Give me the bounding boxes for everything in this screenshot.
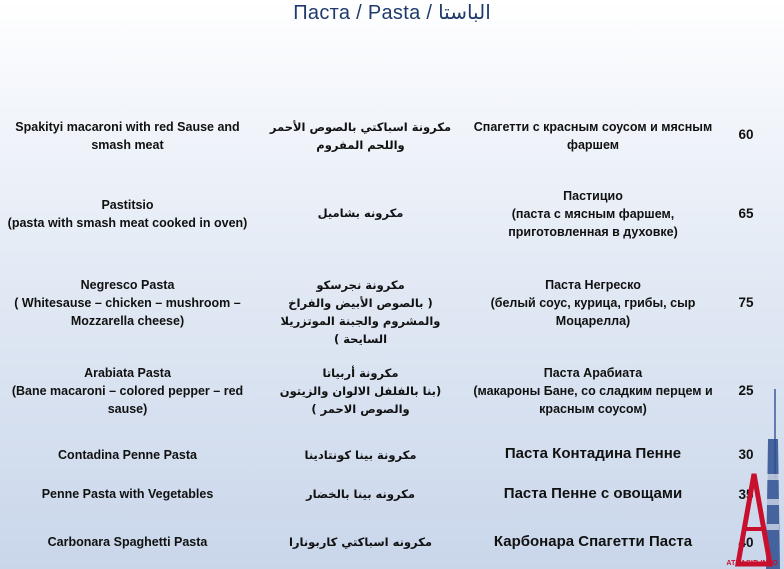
item-price: 35: [738, 487, 754, 502]
page-title: Паста / Pasta / الباستا: [293, 2, 491, 24]
item-price: 75: [738, 295, 754, 310]
item-name-ru: Карбонара Спагетти Паста: [493, 533, 693, 550]
item-price: 60: [738, 127, 754, 142]
item-name-ru: Паста Контадина Пенне: [504, 445, 682, 462]
item-name-ar: مكرونة اسباكتي بالصوص الأحمر واللحم المفروم: [269, 120, 452, 152]
item-name-en: Carbonara Spaghetti Pasta: [47, 535, 208, 549]
item-name-en: Pastitsio (pasta with smash meat cooked in oven): [7, 198, 248, 230]
item-name-ru: Паста Пенне с овощами: [503, 485, 683, 502]
item-name-ar: مكرونه اسباكتي كاربونارا: [288, 535, 433, 549]
item-name-en: Contadina Penne Pasta: [58, 448, 197, 462]
item-price: 30: [738, 447, 754, 462]
item-name-ru: Паста Негреско (белый соус, курица, грибы, сыр Моцарелла): [490, 278, 696, 328]
item-name-ar: مكرونة نجرسكو ( بالصوص الأبيض والفراخ والمشروم والجبنة الموتزريلا السايحة ): [280, 278, 441, 346]
item-name-ru: Паста Арабиата (макароны Бане, со сладким перцем и красным соусом): [473, 366, 713, 416]
item-name-ar: مكرونة بينا كونتادينا: [304, 448, 417, 462]
item-name-ru: Спагетти с красным соусом и мясным фаршем: [473, 120, 713, 152]
item-name-ar: مكرونة أربياتا (بنا بالفلفل الالوان والزيتون والصوص الاحمر ): [279, 366, 442, 416]
item-price: 25: [738, 383, 754, 398]
item-name-en: Penne Pasta with Vegetables: [41, 487, 214, 501]
lighthouse-logo-icon: [734, 379, 784, 569]
item-name-en: Arabiata Pasta (Bane macaroni – colored pepper – red sause): [11, 366, 244, 416]
item-name-ar: مكرونه بينا بالخضار: [306, 487, 415, 501]
item-price: 65: [738, 206, 754, 221]
item-name-en: Spakityi macaroni with red Sause and smash meat: [15, 120, 240, 152]
item-name-ar: مكرونه بشاميل: [317, 206, 404, 220]
item-price: 40: [738, 535, 754, 550]
item-name-ru: Пастицио (паста с мясным фаршем, приготовленная в духовке): [508, 189, 678, 239]
logo-text: ATHASIR INFO: [726, 560, 778, 567]
item-name-en: Negresco Pasta ( Whitesause – chicken – mushroom – Mozzarella cheese): [14, 278, 241, 328]
